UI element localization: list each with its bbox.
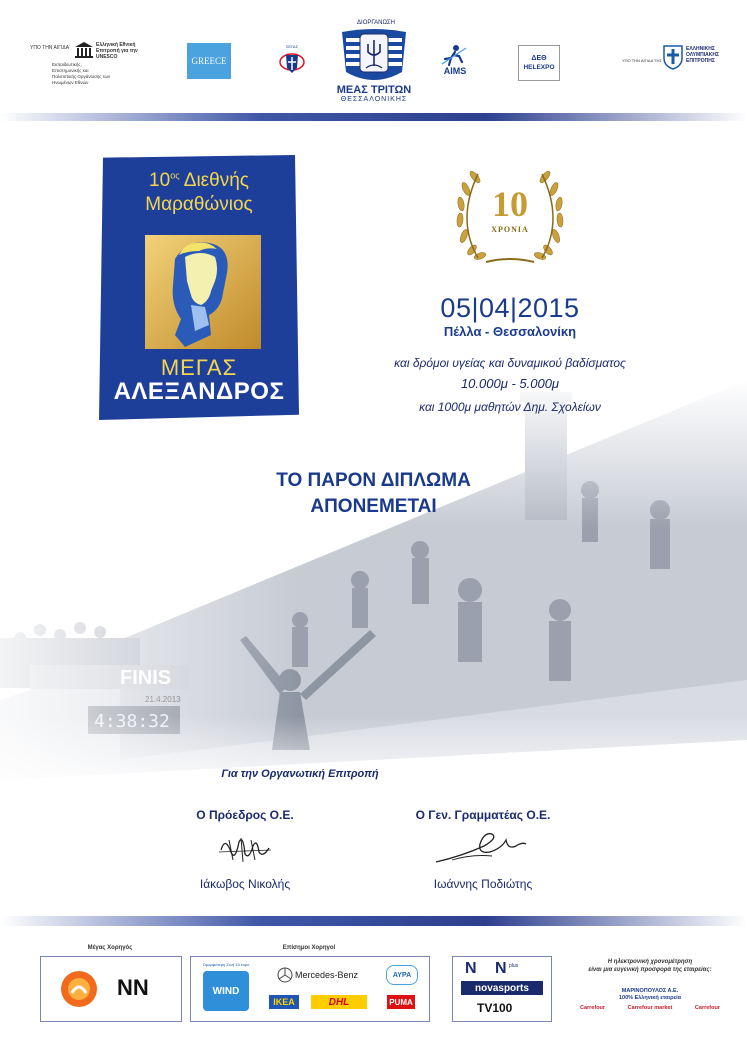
- wind-logo: WIND: [203, 971, 249, 1011]
- organization-city: ΘΕΣΣΑΛΟΝΙΚΗΣ: [340, 96, 408, 103]
- greece-logo: GREECE: [187, 43, 231, 79]
- major-sponsor-label: Μέγας Χορηγός: [87, 945, 133, 951]
- secretary-title: Ο Γεν. Γραμματέας Ο.Ε.: [415, 808, 551, 822]
- committee-label: Για την Οργανωτική Επιτροπή: [221, 768, 379, 780]
- edition-suffix: ος: [170, 170, 180, 181]
- runners-background-photo: [0, 380, 747, 800]
- marathon-logo-alexandros: ΑΛΕΞΑΝΔΡΟΣ: [113, 378, 285, 405]
- secretary-signature: [432, 830, 528, 866]
- nplus-channel-logo: N: [495, 960, 507, 977]
- olympic-committee-name: ΕΛΛΗΝΙΚΗΣ ΟΛΥΜΠΙΑΚΗΣ ΕΠΙΤΡΟΠΗΣ: [686, 46, 719, 64]
- olympic-small-label: ΥΠΟ ΤΗΝ ΑΙΓΙΔΑ ΤΗΣ: [622, 58, 662, 63]
- diploma-title-line1: ΤΟ ΠΑΡΟΝ ΔΙΠΛΩΜΑ: [276, 470, 471, 491]
- president-title: Ο Πρόεδρος Ο.Ε.: [196, 808, 294, 822]
- marinopoulos-name: ΜΑΡΙΝΟΠΟΥΛΟΣ Α.Ε.: [621, 988, 679, 994]
- timing-note-line2: είναι μια ευγενική προσφορά της εταιρείας:: [588, 967, 712, 973]
- official-sponsors-label: Επίσημοι Χορηγοί: [282, 945, 336, 951]
- marathon-logo-line1: [99, 170, 299, 192]
- unesco-name: Ελληνική Εθνική Επιτροπή για την UNESCO: [96, 42, 138, 60]
- event-info-line1: και δρόμοι υγείας και δυναμικού βαδίσματος: [394, 356, 626, 370]
- helexpo-bottom: HELEXPO: [523, 64, 555, 71]
- nn-name: NN: [117, 975, 149, 1000]
- event-place: Πέλλα - Θεσσαλονίκη: [443, 324, 577, 339]
- mercedes-name: Mercedes-Benz: [295, 970, 359, 980]
- footer-divider: [0, 916, 747, 926]
- dhl-logo: DHL: [311, 995, 367, 1009]
- tv100-logo: TV100: [477, 1001, 513, 1015]
- helexpo-top: ΔΕΘ: [531, 55, 547, 62]
- wind-caption: Ομορφότερη Ζωή 15 εύρο: [202, 962, 250, 967]
- nn-lion-icon: [59, 969, 99, 1009]
- edition-number: 10: [149, 170, 171, 191]
- novasports-logo: novasports: [461, 981, 543, 995]
- anniversary-number: 10: [492, 184, 528, 224]
- president-name: Ιάκωβος Νικολής: [199, 877, 291, 891]
- olympic-committee-shield-icon: [662, 44, 684, 70]
- aims-runner-icon: [440, 44, 468, 66]
- organization-label: ΔΙΟΡΓΑΝΩΣΗ: [357, 20, 395, 26]
- secretary-name: Ιωάννης Ποδιώτης: [433, 877, 533, 891]
- ikea-logo: IKEA: [269, 995, 299, 1009]
- event-date: 05|04|2015: [440, 293, 580, 323]
- carrefour-logo: Carrefour: [580, 1005, 606, 1011]
- event-info-line3: και 1000μ μαθητών Δημ. Σχολείων: [419, 400, 601, 414]
- mercedes-star-icon: [277, 967, 293, 983]
- nplus-label: plus: [509, 963, 519, 969]
- carrefour-logo-2: Carrefour: [694, 1005, 720, 1011]
- puma-logo: PUMA: [387, 995, 415, 1009]
- marathon-logo-line2: Μαραθώνιος: [145, 194, 253, 215]
- anniversary-label: ΧΡΟΝΙΑ: [491, 225, 529, 234]
- aims-label: AIMS: [443, 66, 467, 76]
- organization-name: ΜΕΑΣ ΤΡΙΤΩΝ: [336, 84, 412, 96]
- marathon-logo-megas: ΜΕΓΑΣ: [160, 355, 238, 380]
- unesco-temple-icon: [74, 41, 94, 59]
- media-sponsors-box: [452, 956, 552, 1022]
- official-sponsors-box: [190, 956, 430, 1022]
- segas-emblem-icon: [278, 46, 306, 76]
- n-channel-logo: N: [465, 960, 477, 977]
- carrefour-logos: [580, 1005, 720, 1011]
- header-divider: [0, 113, 747, 121]
- meas-triton-emblem-icon: [336, 28, 412, 84]
- marinopoulos-tagline: 100% Ελληνική εταιρεία: [618, 995, 682, 1001]
- unesco-small-label: ΥΠΟ ΤΗΝ ΑΙΓΙΔΑ: [30, 45, 70, 51]
- unesco-sub: Εκπαιδευτικής, Επιστημονικής και Πολιτιστικής Οργάνωσης των Ηνωμένων Εθνών: [52, 62, 111, 85]
- avra-logo: ΑΥΡΑ: [386, 965, 418, 985]
- alexander-head-icon: [145, 235, 261, 349]
- president-signature: [215, 832, 275, 866]
- segas-label: ΣΕΓΑΣ: [285, 44, 299, 49]
- timing-note-line1: Η ηλεκτρονική χρονομέτρηση: [607, 959, 693, 965]
- carrefour-market-logo: Carrefour market: [627, 1005, 673, 1011]
- major-sponsor-box: [40, 956, 182, 1022]
- helexpo-logo: [518, 45, 560, 81]
- diploma-title-line2: ΑΠΟΝΕΜΕΤΑΙ: [310, 496, 437, 517]
- header: [0, 0, 747, 113]
- marathon-logo-international: Διεθνής: [183, 170, 249, 191]
- event-info-distances: 10.000μ - 5.000μ: [460, 376, 560, 391]
